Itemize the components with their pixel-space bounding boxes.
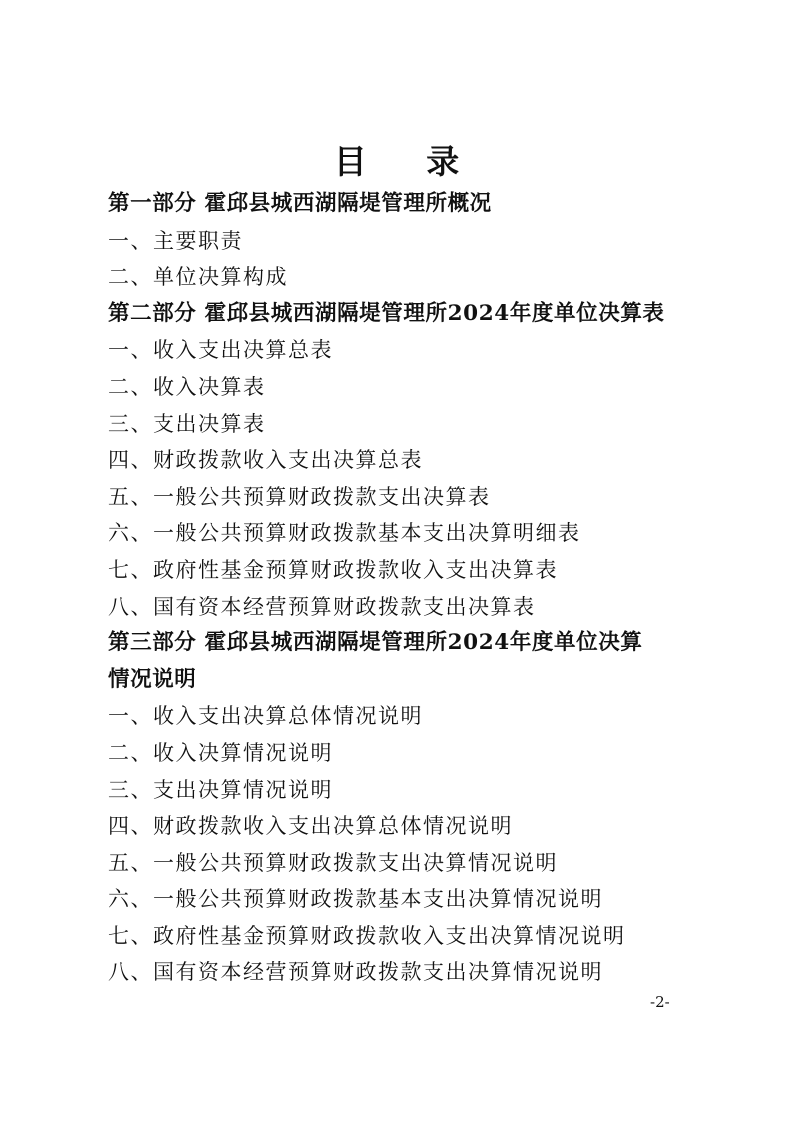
toc-entry: 六、一般公共预算财政拨款基本支出决算情况说明 [108, 887, 603, 912]
toc-entry: 五、一般公共预算财政拨款支出决算情况说明 [108, 850, 558, 875]
toc-entry: 七、政府性基金预算财政拨款收入支出决算情况说明 [108, 923, 626, 948]
toc-entry: 三、支出决算表 [108, 411, 266, 436]
toc-entry: 四、财政拨款收入支出决算总体情况说明 [108, 814, 513, 839]
toc-entry: 八、国有资本经营预算财政拨款支出决算表 [108, 594, 536, 619]
toc-part-heading-continued: 情况说明 [108, 666, 197, 692]
toc-entry: 七、政府性基金预算财政拨款收入支出决算表 [108, 557, 558, 582]
toc-part-heading: 第一部分 霍邱县城西湖隔堤管理所概况 [108, 191, 492, 216]
toc-part-heading: 第二部分 霍邱县城西湖隔堤管理所2024年度单位决算表 [108, 300, 665, 326]
toc-entry: 二、收入决算情况说明 [108, 740, 333, 765]
page-number: -2- [650, 993, 670, 1011]
toc-part-heading: 第三部分 霍邱县城西湖隔堤管理所2024年度单位决算 [108, 630, 643, 656]
toc-entry: 四、财政拨款收入支出决算总表 [108, 448, 423, 473]
toc-entry: 一、收入支出决算总表 [108, 338, 333, 363]
toc-entry: 五、一般公共预算财政拨款支出决算表 [108, 484, 491, 509]
table-of-contents [108, 186, 708, 991]
toc-entry: 一、收入支出决算总体情况说明 [108, 704, 423, 729]
toc-entry: 二、单位决算构成 [108, 265, 288, 290]
toc-entry: 六、一般公共预算财政拨款基本支出决算明细表 [108, 521, 581, 546]
toc-entry: 一、主要职责 [108, 228, 243, 253]
toc-entry: 二、收入决算表 [108, 374, 266, 399]
toc-entry: 三、支出决算情况说明 [108, 777, 333, 802]
toc-entry: 八、国有资本经营预算财政拨款支出决算情况说明 [108, 960, 603, 985]
toc-title: 目 录 [333, 142, 484, 181]
